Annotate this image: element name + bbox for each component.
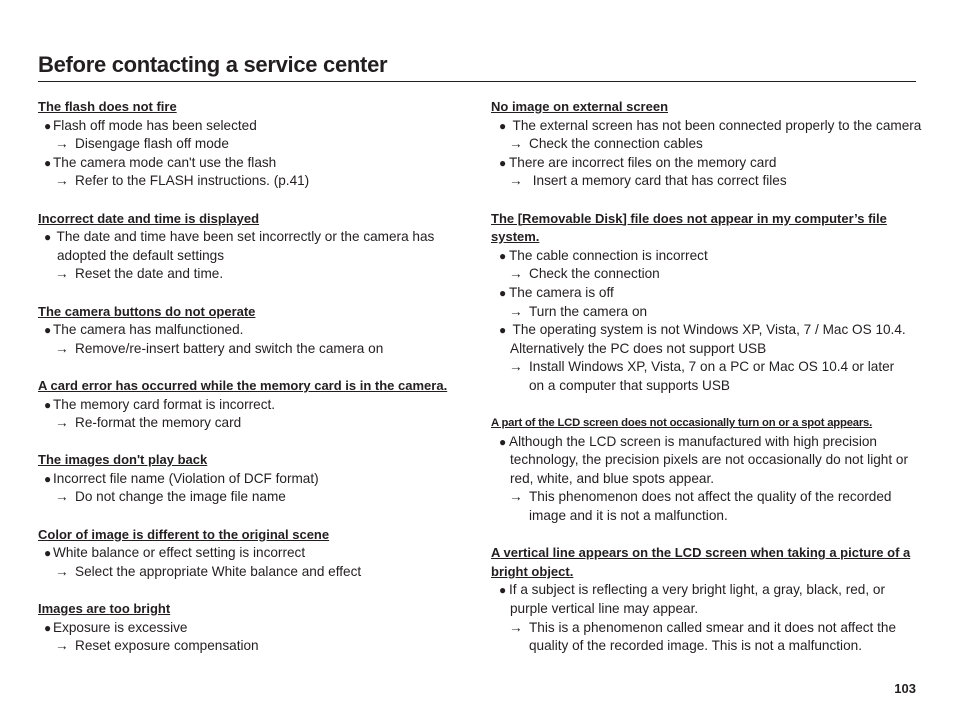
right-column [491,98,922,674]
solution-text: Do not change the image file name [75,489,286,505]
troubleshooting-section [491,414,917,526]
arrow-icon: → [509,173,523,189]
arrow-icon: → [509,303,523,319]
solution-text: Refer to the FLASH instructions. (p.41) [75,173,310,189]
solution-text-continued: image and it is not a malfunction. [529,508,728,524]
solution-text: Disengage flash off mode [75,136,229,152]
bullet-icon: ● [499,248,507,263]
solution-text: Check the connection cables [529,136,703,152]
troubleshooting-section [38,210,468,284]
arrow-icon: → [509,359,523,375]
arrow-icon: → [55,563,69,579]
solution-item [491,619,917,638]
page-number: 103 [894,681,916,696]
cause-item [38,544,468,563]
section-heading: Incorrect date and time is displayed [38,210,260,226]
section-heading: Images are too bright [38,601,171,617]
arrow-icon: → [509,266,523,282]
bullet-icon: ● [44,323,52,338]
cause-text: Exposure is excessive [53,619,188,635]
cause-item [38,117,468,136]
solution-item [491,172,917,191]
bullet-icon: ● [44,471,52,486]
cause-item [491,247,917,266]
arrow-icon: → [55,173,69,189]
arrow-icon: → [509,136,523,152]
bullet-icon: ● [499,323,507,338]
cause-item [491,154,917,173]
section-heading: The flash does not fire [38,99,177,114]
cause-item [38,154,468,173]
cause-item [38,619,468,638]
cause-text: The camera has malfunctioned. [53,322,244,338]
cause-text: The operating system is not Windows XP, Vista, 7 / Mac OS 10.4. [509,322,906,338]
cause-text-continued: technology, the precision pixels are not occasionally do not light or [510,452,908,468]
solution-item [491,488,917,507]
solution-item [38,340,468,359]
troubleshooting-section [491,210,917,396]
cause-text-continued: adopted the default settings [57,247,225,263]
solution-item [491,265,917,284]
cause-item [38,228,468,247]
bullet-icon: ● [499,583,507,598]
solution-item [38,172,468,191]
bullet-icon: ● [44,546,52,561]
bullet-icon: ● [44,620,52,635]
bullet-icon: ● [499,155,507,170]
solution-item [38,265,468,284]
solution-text: Check the connection [529,266,660,282]
cause-text: The external screen has not been connected properly to the camera [509,117,922,133]
arrow-icon: → [55,638,69,654]
cause-item [491,433,917,452]
bullet-icon: ● [44,118,52,133]
section-heading: The camera buttons do not operate [38,303,256,319]
cause-text: Incorrect file name (Violation of DCF format) [53,470,319,486]
solution-text: Select the appropriate White balance and effect [75,563,362,579]
section-heading: The [Removable Disk] file does not appear in my computer’s file system. [491,210,887,245]
arrow-icon: → [509,619,523,635]
arrow-icon: → [509,489,523,505]
bullet-icon: ● [44,397,52,412]
arrow-icon: → [55,489,69,505]
left-column [38,98,468,674]
cause-text-continued: purple vertical line may appear. [510,601,699,617]
page-title: Before contacting a service center [38,50,916,82]
solution-item [38,135,468,154]
troubleshooting-section [491,98,922,191]
bullet-icon: ● [499,434,507,449]
cause-item [38,396,468,415]
cause-text: If a subject is reflecting a very bright light, a gray, black, red, or [509,582,886,598]
section-heading: The images don't play back [38,452,208,468]
solution-text: Install Windows XP, Vista, 7 on a PC or Mac OS 10.4 or later [529,359,895,375]
arrow-icon: → [55,340,69,356]
solution-text: Reset exposure compensation [75,638,259,654]
bullet-icon: ● [44,155,52,170]
troubleshooting-section [38,600,468,656]
cause-item [38,470,468,489]
cause-text: The cable connection is incorrect [509,247,708,263]
section-heading: A vertical line appears on the LCD screen when taking a picture of a bright object. [491,545,911,579]
solution-text-continued: on a computer that supports USB [529,377,730,393]
cause-item [38,321,468,340]
bullet-icon: ● [499,285,507,300]
section-heading: A part of the LCD screen does not occasionally turn on or a spot appears. [491,417,873,430]
solution-item [38,563,468,582]
solution-text: Insert a memory card that has correct files [529,173,787,189]
section-heading: No image on external screen [491,99,669,114]
solution-item [38,488,468,507]
cause-text-continued: red, white, and blue spots appear. [510,470,715,486]
troubleshooting-section [38,98,468,191]
cause-item [491,321,917,340]
cause-text: Although the LCD screen is manufactured with high precision [509,433,877,449]
cause-text: The camera mode can't use the flash [53,154,277,170]
cause-text: White balance or effect setting is incorrect [53,545,306,561]
solution-item [491,358,917,377]
solution-text: Turn the camera on [529,303,648,319]
solution-text-continued: quality of the recorded image. This is not a malfunction. [529,638,862,654]
bullet-icon: ● [499,118,507,133]
solution-text: Reset the date and time. [75,266,224,282]
cause-text: The camera is off [509,284,614,300]
solution-item [491,303,917,322]
solution-text: This phenomenon does not affect the quality of the recorded [529,489,892,505]
troubleshooting-section [38,303,468,359]
section-heading: Color of image is different to the original scene [38,526,330,542]
cause-item [491,284,917,303]
cause-text: There are incorrect files on the memory card [509,154,777,170]
cause-text: The memory card format is incorrect. [53,396,276,412]
cause-item [491,581,917,600]
solution-text: Re-format the memory card [75,415,242,431]
arrow-icon: → [55,136,69,152]
cause-text: Flash off mode has been selected [53,117,257,133]
solution-text: Remove/re-insert battery and switch the camera on [75,340,384,356]
bullet-icon: ● [44,230,52,245]
solution-item [38,637,468,656]
solution-item [491,135,917,154]
section-heading: A card error has occurred while the memory card is in the camera. [38,377,448,393]
cause-text-continued: Alternatively the PC does not support USB [510,340,767,356]
troubleshooting-section [38,451,468,507]
troubleshooting-section [491,544,917,656]
troubleshooting-section [38,377,468,433]
troubleshooting-section [38,526,468,582]
cause-text: The date and time have been set incorrectly or the camera has [53,229,435,245]
solution-text: This is a phenomenon called smear and it does not affect the [529,619,897,635]
cause-item [491,117,922,136]
solution-item [38,414,468,433]
arrow-icon: → [55,415,69,431]
arrow-icon: → [55,266,69,282]
